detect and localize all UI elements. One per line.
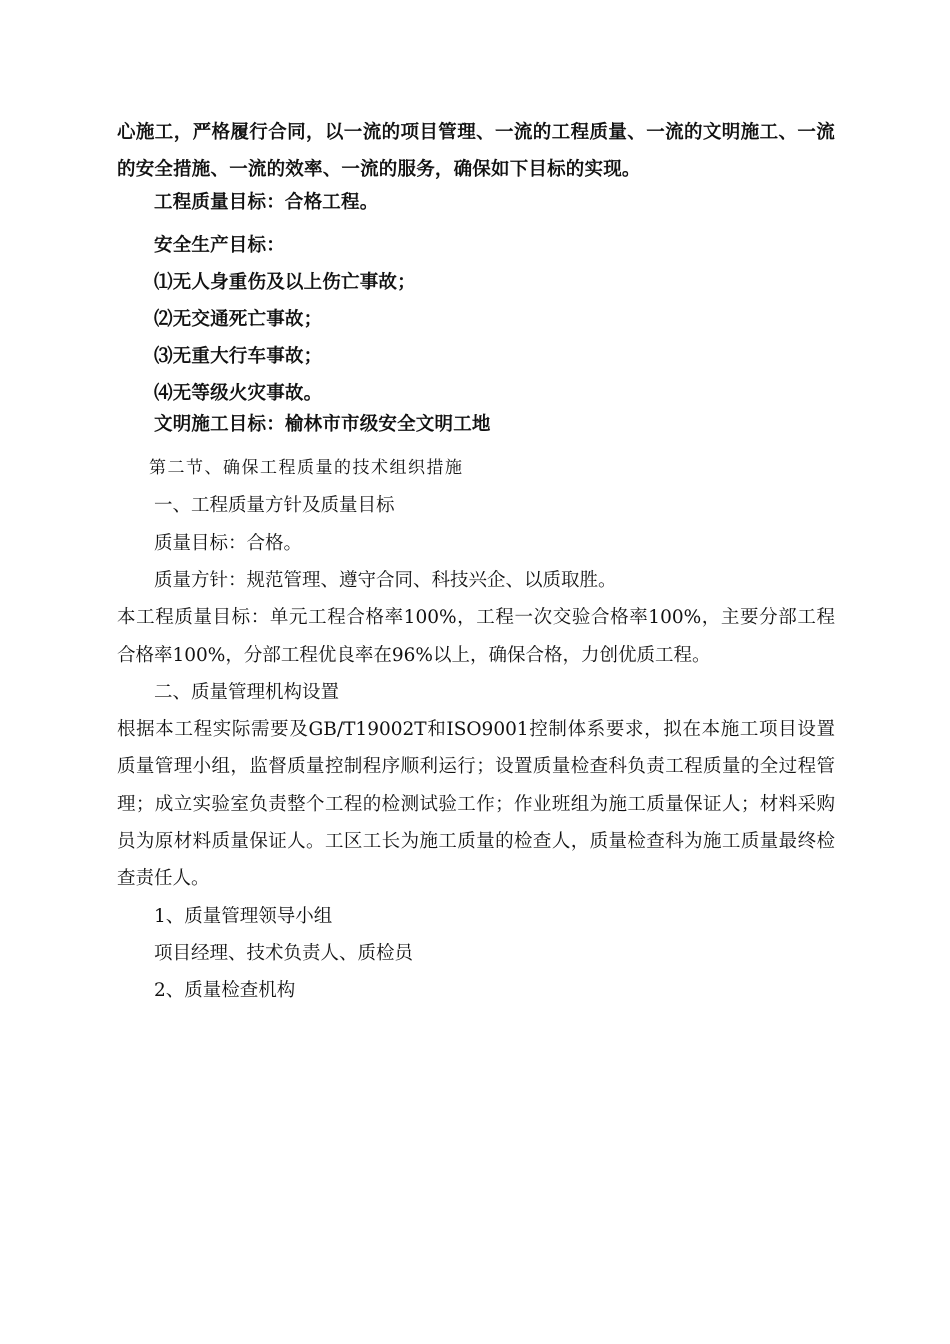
organization-paragraph-line-4: 员为原材料质量保证人。工区工长为施工质量的检查人，质量检查科为施工质量最终检 (117, 831, 835, 852)
organization-paragraph-line-3: 理；成立实验室负责整个工程的检测试验工作；作业班组为施工质量保证人；材料采购 (117, 794, 835, 815)
project-quality-target-line-1: 本工程质量目标：单元工程合格率100%，工程一次交验合格率100%，主要分部工程 (117, 607, 835, 628)
item-1-members: 项目经理、技术负责人、质检员 (154, 943, 414, 964)
safety-item-3: ⑶无重大行车事故； (154, 346, 323, 367)
section-2-title: 第二节、确保工程质量的技术组织措施 (149, 458, 464, 478)
safety-goal-title: 安全生产目标： (154, 235, 285, 256)
organization-paragraph-line-5: 查责任人。 (117, 868, 210, 889)
subsection-1-heading: 一、工程质量方针及质量目标 (154, 495, 395, 516)
item-1-heading: 1、质量管理领导小组 (154, 906, 333, 927)
safety-item-2: ⑵无交通死亡事故； (154, 309, 323, 330)
safety-item-1: ⑴无人身重伤及以上伤亡事故； (154, 272, 416, 293)
quality-policy: 质量方针：规范管理、遵守合同、科技兴企、以质取胜。 (154, 570, 617, 591)
civil-construction-goal: 文明施工目标：榆林市市级安全文明工地 (154, 414, 491, 435)
organization-paragraph-line-2: 质量管理小组，监督质量控制程序顺利运行；设置质量检查科负责工程质量的全过程管 (117, 756, 835, 777)
intro-line-1: 心施工，严格履行合同，以一流的项目管理、一流的工程质量、一流的文明施工、一流 (117, 122, 835, 143)
organization-paragraph-line-1: 根据本工程实际需要及GB/T19002T和ISO9001控制体系要求，拟在本施工项目设置 (117, 719, 835, 740)
quality-target: 质量目标：合格。 (154, 533, 303, 554)
safety-item-4: ⑷无等级火灾事故。 (154, 383, 323, 404)
subsection-2-heading: 二、质量管理机构设置 (154, 682, 340, 703)
item-2-heading: 2、质量检查机构 (154, 980, 296, 1001)
quality-goal: 工程质量目标：合格工程。 (154, 192, 379, 213)
intro-line-2: 的安全措施、一流的效率、一流的服务，确保如下目标的实现。 (117, 159, 641, 180)
project-quality-target-line-2: 合格率100%，分部工程优良率在96%以上，确保合格，力创优质工程。 (117, 645, 711, 666)
